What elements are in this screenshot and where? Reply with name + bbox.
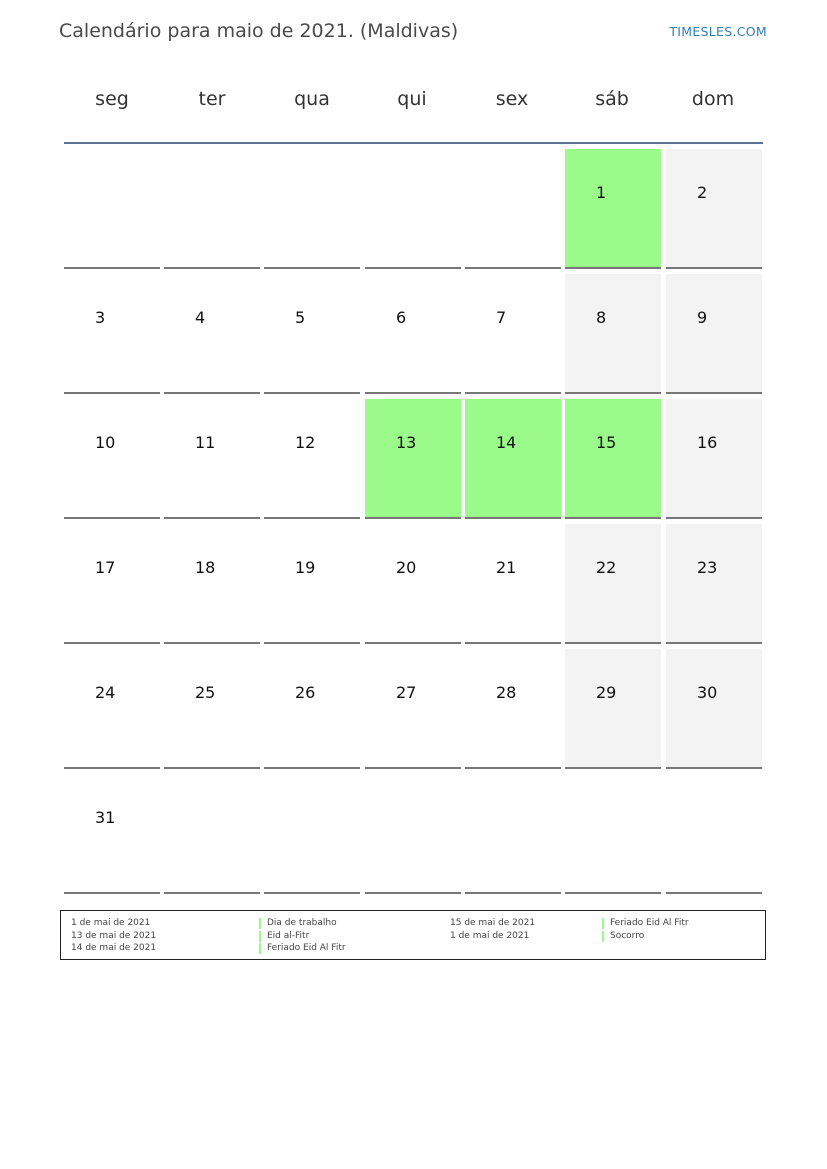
- day-number: 18: [195, 558, 216, 577]
- weekday-tue: ter: [198, 88, 226, 110]
- weekday-sun: dom: [691, 88, 735, 110]
- day-number: 24: [95, 683, 116, 702]
- day-number: 7: [496, 308, 507, 327]
- day-cell: [264, 274, 360, 394]
- holiday-legend: [60, 910, 766, 960]
- day-cell: [465, 524, 561, 644]
- page-title: Calendário para maio de 2021. (Maldivas): [59, 20, 459, 42]
- day-cell: [64, 649, 160, 769]
- day-number: 14: [496, 433, 517, 452]
- legend-holiday-name: Eid al-Fitr: [267, 931, 310, 941]
- day-cell: [164, 649, 260, 769]
- day-number: 10: [95, 433, 116, 452]
- day-cell: [64, 399, 160, 519]
- day-number: 30: [697, 683, 718, 702]
- day-cell-weekend: [565, 274, 661, 394]
- weekday-fri: sex: [495, 88, 529, 110]
- day-number: 20: [396, 558, 417, 577]
- empty-day-cell: [465, 774, 561, 894]
- empty-day-cell: [365, 149, 461, 269]
- day-number: 1: [596, 183, 607, 202]
- day-number: 11: [195, 433, 216, 452]
- day-cell-weekend: [666, 524, 762, 644]
- empty-day-cell: [164, 774, 260, 894]
- day-number: 28: [496, 683, 517, 702]
- holiday-color-marker: [602, 918, 604, 929]
- weekday-thu: qui: [397, 88, 427, 110]
- day-number: 2: [697, 183, 708, 202]
- day-number: 23: [697, 558, 718, 577]
- day-number: 25: [195, 683, 216, 702]
- weekday-header: [64, 88, 764, 120]
- day-number: 5: [295, 308, 306, 327]
- holiday-color-marker: [259, 943, 261, 954]
- day-number: 17: [95, 558, 116, 577]
- day-number: 15: [596, 433, 617, 452]
- day-cell-holiday: [565, 149, 661, 269]
- day-cell-weekend: [565, 649, 661, 769]
- empty-day-cell: [164, 149, 260, 269]
- day-cell: [164, 274, 260, 394]
- day-number: 19: [295, 558, 316, 577]
- day-cell: [465, 274, 561, 394]
- day-number: 12: [295, 433, 316, 452]
- day-cell-weekend: [666, 149, 762, 269]
- legend-date: 14 de mai de 2021: [71, 943, 157, 953]
- weekday-mon: seg: [95, 88, 129, 110]
- day-number: 9: [697, 308, 708, 327]
- day-cell: [64, 274, 160, 394]
- holiday-color-marker: [259, 931, 261, 942]
- day-number: 31: [95, 808, 116, 827]
- empty-day-cell: [264, 774, 360, 894]
- day-cell: [264, 524, 360, 644]
- weekday-sat: sáb: [595, 88, 629, 110]
- day-number: 3: [95, 308, 106, 327]
- day-cell-weekend: [666, 649, 762, 769]
- day-cell-holiday: [365, 399, 461, 519]
- legend-holiday-name: Dia de trabalho: [267, 918, 337, 928]
- day-number: 4: [195, 308, 206, 327]
- day-cell: [164, 399, 260, 519]
- header-divider: [64, 142, 763, 144]
- day-cell: [164, 524, 260, 644]
- day-cell-weekend: [666, 399, 762, 519]
- empty-day-cell: [666, 774, 762, 894]
- day-cell-weekend: [565, 524, 661, 644]
- day-cell: [264, 649, 360, 769]
- legend-date: 1 de mai de 2021: [71, 918, 151, 928]
- day-cell: [365, 524, 461, 644]
- empty-day-cell: [565, 774, 661, 894]
- day-number: 26: [295, 683, 316, 702]
- empty-day-cell: [465, 149, 561, 269]
- day-cell-holiday: [565, 399, 661, 519]
- legend-holiday-name: Feriado Eid Al Fitr: [610, 918, 689, 928]
- day-number: 22: [596, 558, 617, 577]
- weekday-wed: qua: [294, 88, 330, 110]
- brand-link[interactable]: TIMESLES.COM: [669, 24, 767, 39]
- empty-day-cell: [264, 149, 360, 269]
- legend-holiday-name: Socorro: [610, 931, 645, 941]
- day-number: 16: [697, 433, 718, 452]
- holiday-color-marker: [259, 918, 261, 929]
- day-number: 27: [396, 683, 417, 702]
- day-number: 8: [596, 308, 607, 327]
- day-cell: [365, 274, 461, 394]
- day-number: 21: [496, 558, 517, 577]
- day-cell: [465, 649, 561, 769]
- legend-date: 15 de mai de 2021: [450, 918, 536, 928]
- day-cell: [64, 524, 160, 644]
- day-cell: [64, 774, 160, 894]
- holiday-color-marker: [602, 931, 604, 942]
- day-cell: [264, 399, 360, 519]
- empty-day-cell: [64, 149, 160, 269]
- legend-date: 13 de mai de 2021: [71, 931, 157, 941]
- day-cell: [365, 649, 461, 769]
- day-cell-weekend: [666, 274, 762, 394]
- empty-day-cell: [365, 774, 461, 894]
- legend-date: 1 de mai de 2021: [450, 931, 530, 941]
- day-number: 6: [396, 308, 407, 327]
- legend-holiday-name: Feriado Eid Al Fitr: [267, 943, 346, 953]
- day-number: 29: [596, 683, 617, 702]
- day-cell-holiday: [465, 399, 561, 519]
- day-number: 13: [396, 433, 417, 452]
